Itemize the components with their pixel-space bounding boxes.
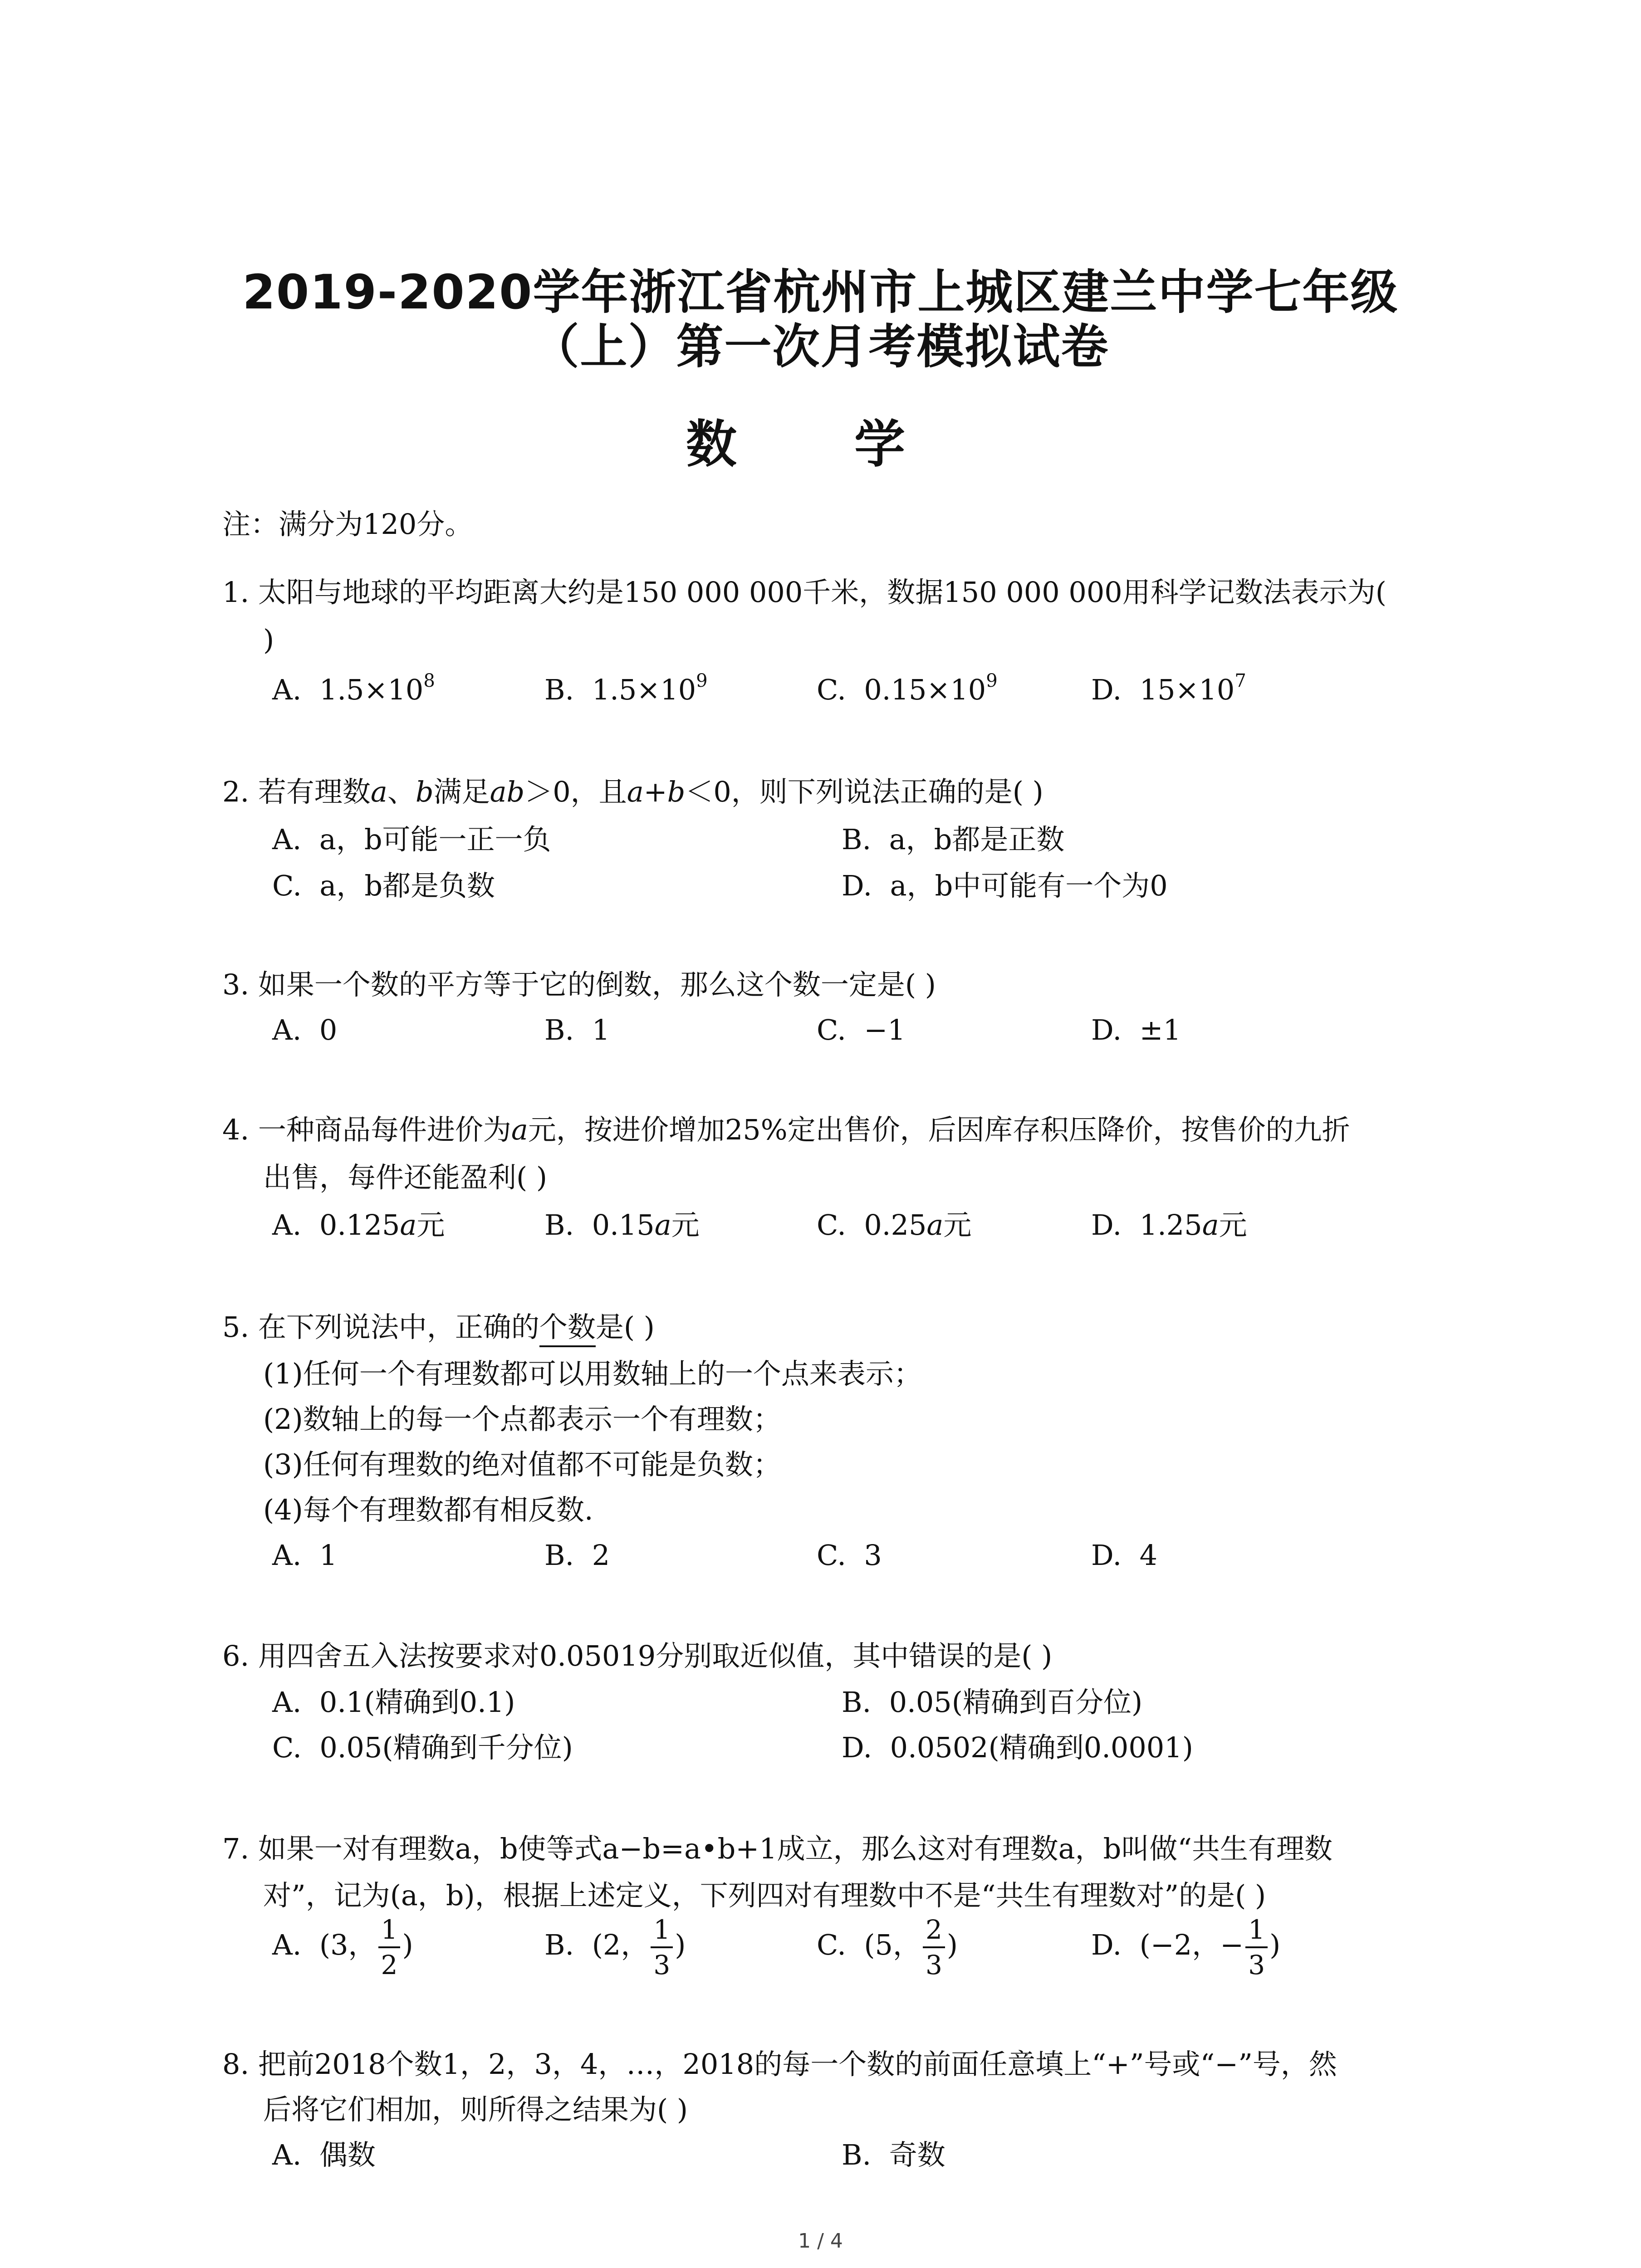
q5-option-b[interactable]: B. 2 [544, 1539, 610, 1572]
fraction: $\frac{1}{3}$ [651, 1916, 673, 1978]
q5-option-c[interactable]: C. 3 [817, 1539, 882, 1572]
q7-stem-line2: 对”，记为(a，b)，根据上述定义，下列四对有理数中不是“共生有理数对”的是( ) [263, 1879, 1266, 1912]
q7-stem-line1: 7. 如果一对有理数a，b使等式a−b=a•b+1成立，那么这对有理数a，b叫做“共生有理数 [222, 1832, 1333, 1865]
subject-heading: 数 学 [686, 415, 955, 474]
q4-stem-line2: 出售，每件还能盈利( ) [263, 1161, 548, 1194]
q2-option-b[interactable]: B. a，b都是正数 [842, 823, 1065, 856]
q3-option-d[interactable]: D. ±1 [1091, 1013, 1181, 1046]
q4-option-c[interactable]: C. 0.25a元 [817, 1208, 972, 1242]
q6-option-a[interactable]: A. 0.1(精确到0.1) [272, 1686, 515, 1719]
q1-stem-line2: ) [263, 623, 274, 656]
exam-title-line1: 2019-2020学年浙江省杭州市上城区建兰中学七年级 [242, 264, 1399, 320]
q1-option-d[interactable]: D. $15\times 10^7$ [1091, 670, 1246, 706]
q7-option-d[interactable]: D. (−2，− $\frac{1}{3}$ ) [1091, 1914, 1281, 1980]
q4-option-b[interactable]: B. 0.15a元 [544, 1208, 700, 1242]
q2-option-a[interactable]: A. a，b可能一正一负 [272, 823, 551, 856]
q2-stem: 2. 若有理数a、b满足ab＞0，且a+b＜0，则下列说法正确的是( ) [222, 775, 1043, 808]
fraction: $\frac{1}{2}$ [378, 1916, 401, 1978]
q3-option-b[interactable]: B. 1 [544, 1013, 610, 1046]
q1-option-c[interactable]: C. $0.15\times 10^9$ [817, 670, 998, 706]
q5-option-d[interactable]: D. 4 [1091, 1539, 1158, 1572]
fraction: $\frac{2}{3}$ [923, 1916, 945, 1978]
q2-option-d[interactable]: D. a，b中可能有一个为0 [842, 869, 1168, 902]
q5-statement-3: (3)任何有理数的绝对值都不可能是负数； [263, 1448, 781, 1481]
q5-statement-4: (4)每个有理数都有相反数. [263, 1493, 593, 1526]
q8-stem-line2: 后将它们相加，则所得之结果为( ) [263, 2093, 688, 2126]
q1-option-b[interactable]: B. $1.5\times 10^9$ [544, 670, 708, 706]
q7-option-b[interactable]: B. (2， $\frac{1}{3}$ ) [544, 1914, 686, 1980]
q8-option-a[interactable]: A. 偶数 [272, 2138, 376, 2171]
q4-option-a[interactable]: A. 0.125a元 [272, 1208, 445, 1242]
q4-option-d[interactable]: D. 1.25a元 [1091, 1208, 1247, 1242]
q1-stem-line1: 1. 太阳与地球的平均距离大约是150 000 000千米，数据150 000 000用科学记数法表示为( [222, 576, 1386, 609]
q6-option-b[interactable]: B. 0.05(精确到百分位) [842, 1686, 1143, 1719]
q3-stem: 3. 如果一个数的平方等于它的倒数，那么这个数一定是( ) [222, 968, 936, 1001]
q5-statement-1: (1)任何一个有理数都可以用数轴上的一个点来表示； [263, 1357, 922, 1390]
q3-option-c[interactable]: C. −1 [817, 1013, 906, 1046]
q4-stem-line1: 4. 一种商品每件进价为a元，按进价增加25%定出售价，后因库存积压降价，按售价的九折 [222, 1113, 1350, 1146]
q5-option-a[interactable]: A. 1 [272, 1539, 338, 1572]
q5-statement-2: (2)数轴上的每一个点都表示一个有理数； [263, 1403, 781, 1436]
q7-option-c[interactable]: C. (5， $\frac{2}{3}$ ) [817, 1914, 958, 1980]
q6-option-d[interactable]: D. 0.0502(精确到0.0001) [842, 1731, 1193, 1764]
q6-stem: 6. 用四舍五入法按要求对0.05019分别取近似值，其中错误的是( ) [222, 1639, 1053, 1672]
q1-option-a[interactable]: A. $1.5\times 10^8$ [272, 670, 435, 706]
fraction: $\frac{1}{3}$ [1245, 1916, 1268, 1978]
q2-option-c[interactable]: C. a，b都是负数 [272, 869, 495, 902]
q8-stem-line1: 8. 把前2018个数1，2，3，4，…，2018的每一个数的前面任意填上“+”号或“−”号，然 [222, 2048, 1337, 2081]
exam-title-line2: （上）第一次月考模拟试卷 [532, 319, 1109, 374]
score-note: 注：满分为120分。 [222, 508, 473, 541]
q3-option-a[interactable]: A. 0 [272, 1013, 338, 1046]
page-number: 1 / 4 [798, 2229, 843, 2253]
q5-stem: 5. 在下列说法中，正确的个数是( ) [222, 1313, 655, 1341]
q8-option-b[interactable]: B. 奇数 [842, 2138, 945, 2171]
q7-option-a[interactable]: A. (3， $\frac{1}{2}$ ) [272, 1914, 413, 1980]
q6-option-c[interactable]: C. 0.05(精确到千分位) [272, 1731, 573, 1764]
